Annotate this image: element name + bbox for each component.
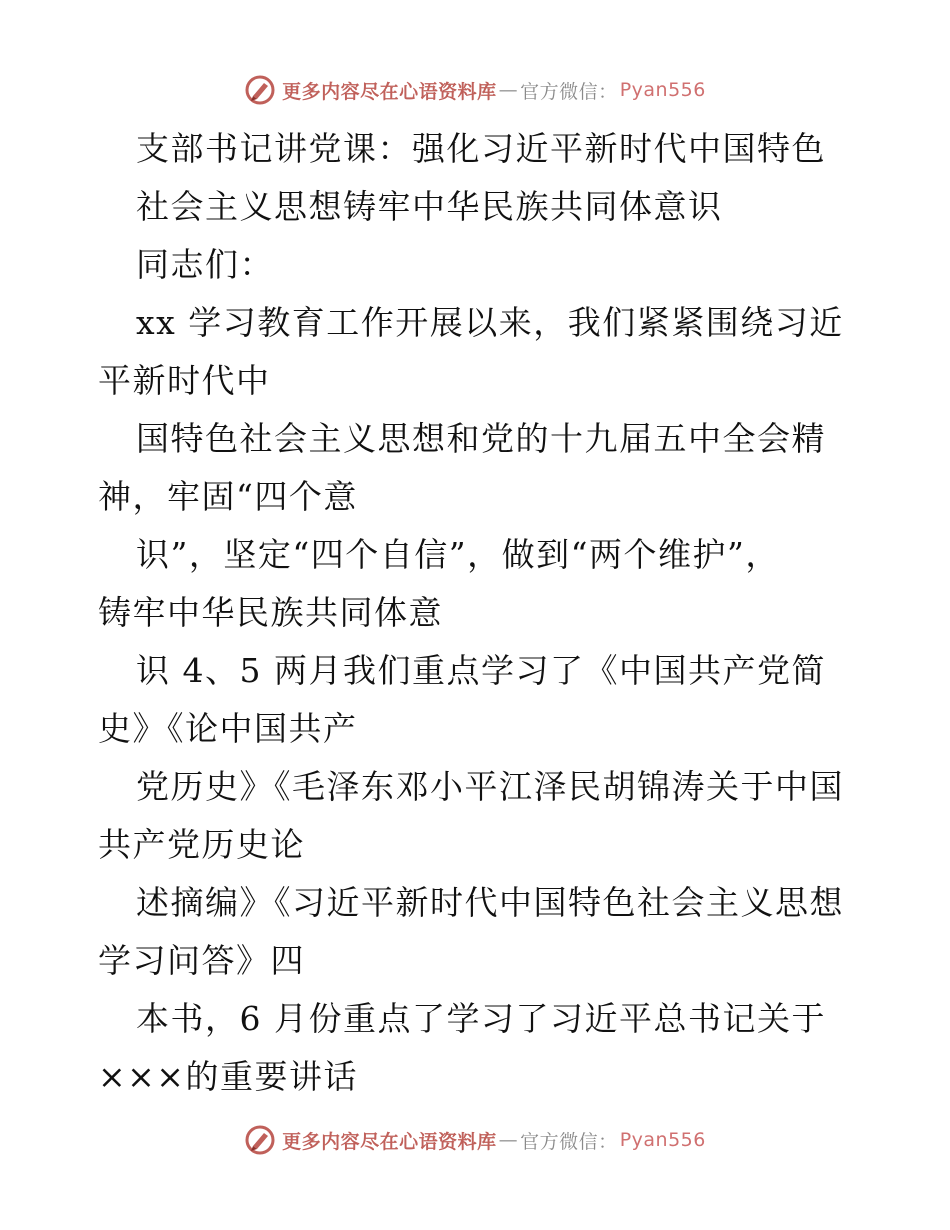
body-line: 识”，坚定“四个自信”，做到“两个维护”， — [136, 535, 780, 574]
title-line-1: 支部书记讲党课：强化习近平新时代中国特色 — [136, 129, 826, 168]
watermark-dash: — — [498, 79, 519, 101]
watermark-label: 官方微信： — [520, 1130, 618, 1153]
body-line: 平新时代中 — [98, 361, 271, 400]
body-line: 学习问答》四 — [98, 941, 305, 980]
pen-seal-logo-icon — [244, 1124, 276, 1156]
watermark-main-text: 更多内容尽在心语资料库 — [282, 80, 497, 103]
body-line: ×××的重要讲话 — [98, 1057, 358, 1096]
body-line: 铸牢中华民族共同体意 — [98, 593, 443, 632]
watermark-label: 官方微信： — [520, 80, 618, 103]
body-line: 共产党历史论 — [98, 825, 305, 864]
body-line: 国特色社会主义思想和党的十九届五中全会精 — [136, 419, 826, 458]
body-line: 神，牢固“四个意 — [98, 477, 358, 516]
title-line-2: 社会主义思想铸牢中华民族共同体意识 — [136, 187, 723, 226]
body-line: 述摘编》《习近平新时代中国特色社会主义思想 — [136, 883, 844, 922]
body-line: 识 4、5 两月我们重点学习了《中国共产党简 — [136, 651, 826, 690]
salutation: 同志们： — [136, 245, 274, 284]
footer-watermark — [0, 1120, 950, 1160]
body-line: 党历史》《毛泽东邓小平江泽民胡锦涛关于中国 — [136, 767, 844, 806]
watermark-id: Pyan556 — [619, 79, 706, 101]
body-line: 史》《论中国共产 — [98, 709, 358, 748]
watermark-main-text: 更多内容尽在心语资料库 — [282, 1130, 497, 1153]
body-line: xx 学习教育工作开展以来，我们紧紧围绕习近 — [136, 303, 844, 342]
header-watermark — [0, 70, 950, 110]
body-line: 本书，6 月份重点了学习了习近平总书记关于 — [136, 999, 826, 1038]
watermark-id: Pyan556 — [619, 1129, 706, 1151]
watermark-dash: — — [498, 1129, 519, 1151]
document-body — [98, 120, 858, 1106]
pen-seal-logo-icon — [244, 74, 276, 106]
